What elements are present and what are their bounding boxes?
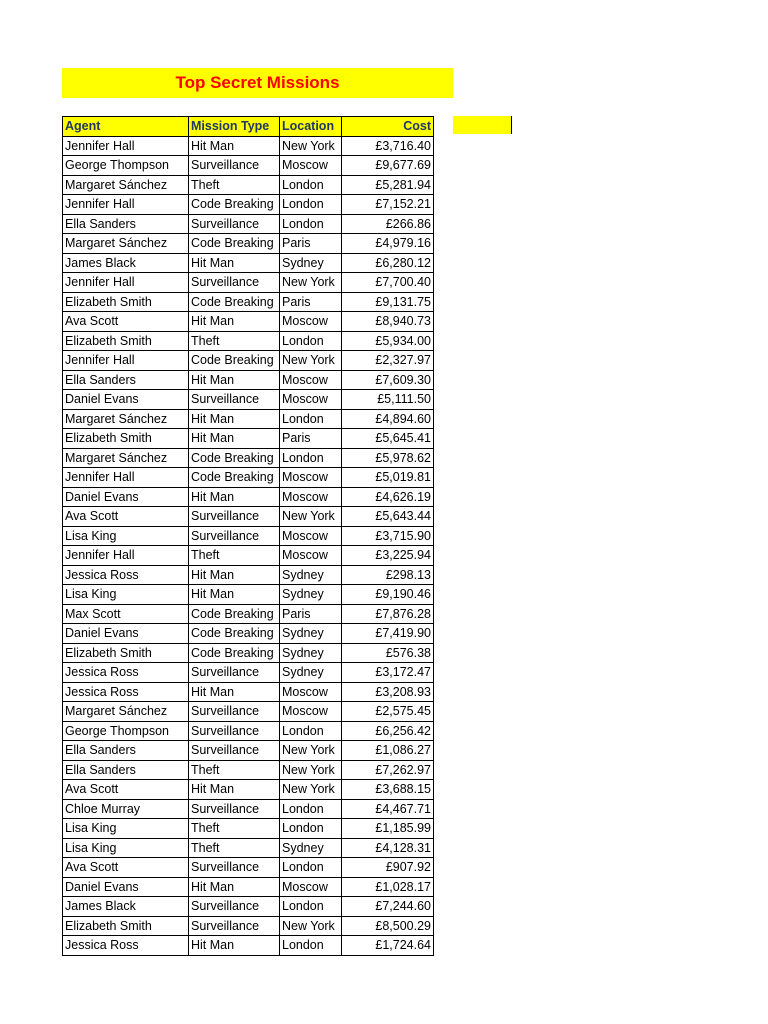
cell-location[interactable]: Paris: [280, 292, 342, 312]
cell-location[interactable]: New York: [280, 507, 342, 527]
cell-agent[interactable]: Jennifer Hall: [63, 195, 189, 215]
cell-cost[interactable]: £4,128.31: [342, 838, 434, 858]
cell-agent[interactable]: Jennifer Hall: [63, 351, 189, 371]
table-row: [63, 448, 434, 468]
cell-mission-type[interactable]: Code Breaking: [189, 604, 280, 624]
cell-location[interactable]: Sydney: [280, 838, 342, 858]
cell-agent[interactable]: Jessica Ross: [63, 682, 189, 702]
cell-mission-type[interactable]: Surveillance: [189, 273, 280, 293]
column-header-agent[interactable]: Agent: [63, 117, 189, 137]
cell-cost[interactable]: £7,609.30: [342, 370, 434, 390]
cell-mission-type[interactable]: Surveillance: [189, 663, 280, 683]
table-row: [63, 819, 434, 839]
cell-cost[interactable]: £9,131.75: [342, 292, 434, 312]
cell-agent[interactable]: James Black: [63, 897, 189, 917]
cell-cost[interactable]: £5,643.44: [342, 507, 434, 527]
cell-mission-type[interactable]: Hit Man: [189, 136, 280, 156]
cell-mission-type[interactable]: Surveillance: [189, 156, 280, 176]
cell-mission-type[interactable]: Surveillance: [189, 526, 280, 546]
column-header-mission-type[interactable]: Mission Type: [189, 117, 280, 137]
cell-mission-type[interactable]: Hit Man: [189, 877, 280, 897]
table-row: [63, 643, 434, 663]
table-row: [63, 780, 434, 800]
cell-location[interactable]: London: [280, 195, 342, 215]
cell-cost[interactable]: £907.92: [342, 858, 434, 878]
cell-agent[interactable]: George Thompson: [63, 721, 189, 741]
cell-agent[interactable]: Jennifer Hall: [63, 273, 189, 293]
cell-cost[interactable]: £3,716.40: [342, 136, 434, 156]
cell-mission-type[interactable]: Surveillance: [189, 897, 280, 917]
cell-location[interactable]: London: [280, 819, 342, 839]
cell-mission-type[interactable]: Theft: [189, 760, 280, 780]
table-row: [63, 253, 434, 273]
cell-agent[interactable]: Jennifer Hall: [63, 136, 189, 156]
table-row: [63, 312, 434, 332]
cell-mission-type[interactable]: Hit Man: [189, 409, 280, 429]
cell-cost[interactable]: £7,152.21: [342, 195, 434, 215]
cell-cost[interactable]: £2,327.97: [342, 351, 434, 371]
cell-agent[interactable]: Margaret Sánchez: [63, 448, 189, 468]
cell-mission-type[interactable]: Hit Man: [189, 682, 280, 702]
cell-location[interactable]: Sydney: [280, 565, 342, 585]
cell-location[interactable]: London: [280, 858, 342, 878]
cell-agent[interactable]: Jessica Ross: [63, 936, 189, 956]
cell-mission-type[interactable]: Theft: [189, 175, 280, 195]
cell-agent[interactable]: Margaret Sánchez: [63, 409, 189, 429]
cell-mission-type[interactable]: Hit Man: [189, 370, 280, 390]
table-row: [63, 468, 434, 488]
table-row: [63, 897, 434, 917]
cell-agent[interactable]: Elizabeth Smith: [63, 331, 189, 351]
cell-mission-type[interactable]: Surveillance: [189, 214, 280, 234]
table-row: [63, 858, 434, 878]
table-row: [63, 604, 434, 624]
cell-agent[interactable]: Chloe Murray: [63, 799, 189, 819]
cell-location[interactable]: New York: [280, 351, 342, 371]
missions-table: [62, 116, 434, 956]
cell-location[interactable]: Sydney: [280, 253, 342, 273]
cell-location[interactable]: Moscow: [280, 468, 342, 488]
cell-location[interactable]: London: [280, 175, 342, 195]
cell-agent[interactable]: Margaret Sánchez: [63, 234, 189, 254]
cell-cost[interactable]: £5,978.62: [342, 448, 434, 468]
cell-cost[interactable]: £298.13: [342, 565, 434, 585]
cell-agent[interactable]: Ava Scott: [63, 507, 189, 527]
cell-cost[interactable]: £4,626.19: [342, 487, 434, 507]
cell-agent[interactable]: Elizabeth Smith: [63, 643, 189, 663]
cell-agent[interactable]: Daniel Evans: [63, 487, 189, 507]
cell-mission-type[interactable]: Theft: [189, 331, 280, 351]
cell-location[interactable]: Moscow: [280, 682, 342, 702]
table-row: [63, 624, 434, 644]
cell-location[interactable]: London: [280, 799, 342, 819]
cell-cost[interactable]: £5,281.94: [342, 175, 434, 195]
cell-cost[interactable]: £7,700.40: [342, 273, 434, 293]
table-row: [63, 721, 434, 741]
header-row: [63, 117, 434, 137]
cell-location[interactable]: Paris: [280, 604, 342, 624]
cell-location[interactable]: London: [280, 214, 342, 234]
cell-mission-type[interactable]: Surveillance: [189, 858, 280, 878]
cell-cost[interactable]: £5,934.00: [342, 331, 434, 351]
cell-mission-type[interactable]: Surveillance: [189, 702, 280, 722]
table-row: [63, 702, 434, 722]
table-row: [63, 429, 434, 449]
cell-location[interactable]: Moscow: [280, 877, 342, 897]
cell-agent[interactable]: Margaret Sánchez: [63, 702, 189, 722]
table-row: [63, 507, 434, 527]
cell-agent[interactable]: James Black: [63, 253, 189, 273]
cell-mission-type[interactable]: Hit Man: [189, 936, 280, 956]
cell-location[interactable]: London: [280, 936, 342, 956]
cell-cost[interactable]: £9,677.69: [342, 156, 434, 176]
cell-location[interactable]: Moscow: [280, 546, 342, 566]
cell-cost[interactable]: £3,172.47: [342, 663, 434, 683]
cell-mission-type[interactable]: Hit Man: [189, 312, 280, 332]
cell-cost[interactable]: £7,244.60: [342, 897, 434, 917]
cell-cost[interactable]: £8,940.73: [342, 312, 434, 332]
cell-location[interactable]: Sydney: [280, 585, 342, 605]
table-row: [63, 526, 434, 546]
table-row: [63, 292, 434, 312]
cell-cost[interactable]: £1,086.27: [342, 741, 434, 761]
cell-agent[interactable]: Elizabeth Smith: [63, 292, 189, 312]
table-row: [63, 838, 434, 858]
cell-location[interactable]: Moscow: [280, 370, 342, 390]
cell-mission-type[interactable]: Theft: [189, 838, 280, 858]
cell-cost[interactable]: £3,715.90: [342, 526, 434, 546]
cell-agent[interactable]: Daniel Evans: [63, 877, 189, 897]
table-row: [63, 175, 434, 195]
cell-cost[interactable]: £7,419.90: [342, 624, 434, 644]
table-row: [63, 682, 434, 702]
cell-cost[interactable]: £5,111.50: [342, 390, 434, 410]
cell-mission-type[interactable]: Hit Man: [189, 487, 280, 507]
cell-cost[interactable]: £1,724.64: [342, 936, 434, 956]
table-body: [63, 136, 434, 955]
cell-mission-type[interactable]: Hit Man: [189, 253, 280, 273]
table-row: [63, 546, 434, 566]
cell-mission-type[interactable]: Surveillance: [189, 916, 280, 936]
table-row: [63, 409, 434, 429]
cell-location[interactable]: Paris: [280, 429, 342, 449]
cell-agent[interactable]: Lisa King: [63, 819, 189, 839]
cell-mission-type[interactable]: Surveillance: [189, 721, 280, 741]
cell-mission-type[interactable]: Code Breaking: [189, 643, 280, 663]
cell-mission-type[interactable]: Theft: [189, 546, 280, 566]
cell-cost[interactable]: £4,894.60: [342, 409, 434, 429]
cell-location[interactable]: New York: [280, 741, 342, 761]
cell-location[interactable]: New York: [280, 760, 342, 780]
cell-agent[interactable]: Jennifer Hall: [63, 468, 189, 488]
cell-agent[interactable]: Ella Sanders: [63, 741, 189, 761]
cell-mission-type[interactable]: Surveillance: [189, 799, 280, 819]
cell-mission-type[interactable]: Surveillance: [189, 741, 280, 761]
cell-agent[interactable]: Ava Scott: [63, 780, 189, 800]
table-row: [63, 370, 434, 390]
table-row: [63, 331, 434, 351]
table-row: [63, 195, 434, 215]
cell-agent[interactable]: Ella Sanders: [63, 214, 189, 234]
cell-cost[interactable]: £9,190.46: [342, 585, 434, 605]
table-row: [63, 136, 434, 156]
cell-mission-type[interactable]: Hit Man: [189, 565, 280, 585]
cell-cost[interactable]: £4,979.16: [342, 234, 434, 254]
cell-location[interactable]: New York: [280, 273, 342, 293]
cell-cost[interactable]: £576.38: [342, 643, 434, 663]
column-header-cost[interactable]: Cost: [342, 117, 434, 137]
cell-cost[interactable]: £6,256.42: [342, 721, 434, 741]
table-row: [63, 916, 434, 936]
sheet-title: Top Secret Missions: [62, 68, 453, 98]
cell-cost[interactable]: £266.86: [342, 214, 434, 234]
cell-agent[interactable]: Lisa King: [63, 838, 189, 858]
cell-agent[interactable]: Margaret Sánchez: [63, 175, 189, 195]
cell-cost[interactable]: £3,225.94: [342, 546, 434, 566]
cell-location[interactable]: Moscow: [280, 390, 342, 410]
cell-mission-type[interactable]: Surveillance: [189, 507, 280, 527]
cell-location[interactable]: London: [280, 331, 342, 351]
cell-location[interactable]: Sydney: [280, 624, 342, 644]
cell-agent[interactable]: Lisa King: [63, 526, 189, 546]
cell-cost[interactable]: £5,645.41: [342, 429, 434, 449]
cell-location[interactable]: New York: [280, 916, 342, 936]
cell-location[interactable]: Sydney: [280, 643, 342, 663]
cell-cost[interactable]: £3,208.93: [342, 682, 434, 702]
cell-cost[interactable]: £1,028.17: [342, 877, 434, 897]
cell-location[interactable]: London: [280, 448, 342, 468]
cell-mission-type[interactable]: Code Breaking: [189, 624, 280, 644]
cell-agent[interactable]: Lisa King: [63, 585, 189, 605]
cell-agent[interactable]: Elizabeth Smith: [63, 916, 189, 936]
cell-location[interactable]: Moscow: [280, 487, 342, 507]
table-row: [63, 214, 434, 234]
table-row: [63, 273, 434, 293]
cell-agent[interactable]: Ella Sanders: [63, 760, 189, 780]
cell-cost[interactable]: £5,019.81: [342, 468, 434, 488]
cell-mission-type[interactable]: Hit Man: [189, 585, 280, 605]
cell-location[interactable]: Paris: [280, 234, 342, 254]
cell-location[interactable]: Sydney: [280, 663, 342, 683]
table-row: [63, 877, 434, 897]
cell-mission-type[interactable]: Surveillance: [189, 390, 280, 410]
table-row: [63, 799, 434, 819]
cell-cost[interactable]: £4,467.71: [342, 799, 434, 819]
cell-agent[interactable]: Daniel Evans: [63, 624, 189, 644]
table-row: [63, 565, 434, 585]
cell-location[interactable]: London: [280, 409, 342, 429]
cell-agent[interactable]: Jennifer Hall: [63, 546, 189, 566]
cell-agent[interactable]: Max Scott: [63, 604, 189, 624]
cell-agent[interactable]: Ella Sanders: [63, 370, 189, 390]
cell-location[interactable]: Moscow: [280, 156, 342, 176]
cell-location[interactable]: Moscow: [280, 702, 342, 722]
cell-mission-type[interactable]: Code Breaking: [189, 448, 280, 468]
header-extra-cell: [453, 116, 512, 134]
cell-mission-type[interactable]: Code Breaking: [189, 292, 280, 312]
table-row: [63, 487, 434, 507]
cell-agent[interactable]: Ava Scott: [63, 858, 189, 878]
cell-cost[interactable]: £8,500.29: [342, 916, 434, 936]
cell-mission-type[interactable]: Code Breaking: [189, 234, 280, 254]
cell-cost[interactable]: £7,876.28: [342, 604, 434, 624]
table-row: [63, 585, 434, 605]
cell-cost[interactable]: £6,280.12: [342, 253, 434, 273]
cell-location[interactable]: Moscow: [280, 526, 342, 546]
table-row: [63, 741, 434, 761]
cell-mission-type[interactable]: Hit Man: [189, 429, 280, 449]
cell-agent[interactable]: George Thompson: [63, 156, 189, 176]
table-row: [63, 760, 434, 780]
column-header-location[interactable]: Location: [280, 117, 342, 137]
cell-mission-type[interactable]: Code Breaking: [189, 195, 280, 215]
cell-cost[interactable]: £1,185.99: [342, 819, 434, 839]
cell-cost[interactable]: £7,262.97: [342, 760, 434, 780]
cell-location[interactable]: London: [280, 897, 342, 917]
cell-agent[interactable]: Elizabeth Smith: [63, 429, 189, 449]
cell-agent[interactable]: Jessica Ross: [63, 663, 189, 683]
table-row: [63, 351, 434, 371]
cell-location[interactable]: London: [280, 721, 342, 741]
cell-location[interactable]: New York: [280, 780, 342, 800]
cell-mission-type[interactable]: Hit Man: [189, 780, 280, 800]
cell-location[interactable]: New York: [280, 136, 342, 156]
cell-agent[interactable]: Jessica Ross: [63, 565, 189, 585]
table-row: [63, 663, 434, 683]
table-row: [63, 234, 434, 254]
cell-location[interactable]: Moscow: [280, 312, 342, 332]
cell-mission-type[interactable]: Theft: [189, 819, 280, 839]
cell-agent[interactable]: Ava Scott: [63, 312, 189, 332]
cell-mission-type[interactable]: Code Breaking: [189, 468, 280, 488]
cell-cost[interactable]: £2,575.45: [342, 702, 434, 722]
cell-mission-type[interactable]: Code Breaking: [189, 351, 280, 371]
cell-cost[interactable]: £3,688.15: [342, 780, 434, 800]
table-row: [63, 156, 434, 176]
table-row: [63, 390, 434, 410]
table-row: [63, 936, 434, 956]
cell-agent[interactable]: Daniel Evans: [63, 390, 189, 410]
